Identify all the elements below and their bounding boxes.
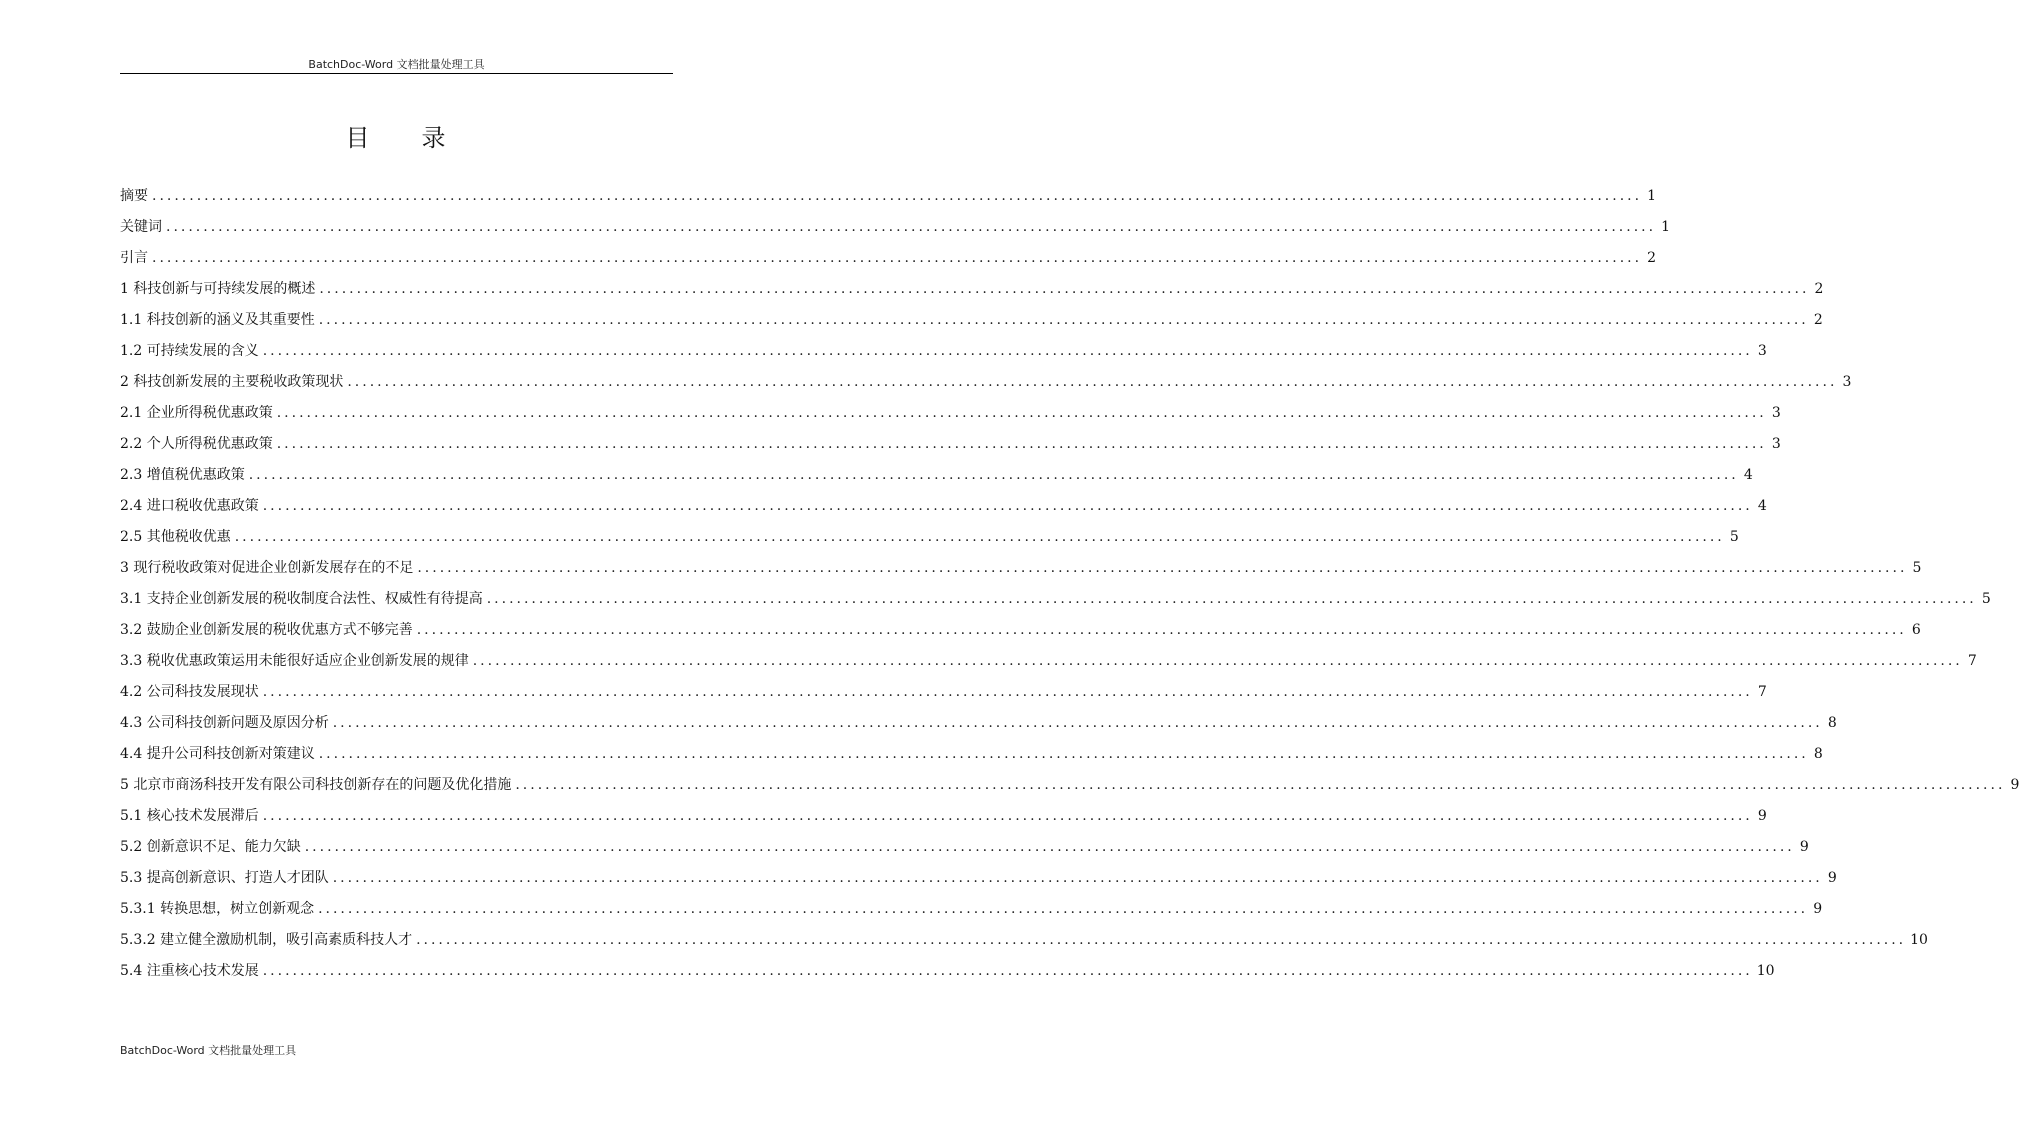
toc-entry-label: 5.3 提高创新意识、打造人才团队 xyxy=(120,870,329,886)
page-footer: BatchDoc-Word 文档批量处理工具 xyxy=(120,1044,297,1057)
toc-leader-dots: ........................................................................................................................................................................................................ xyxy=(472,653,1963,669)
toc-entry-label: 1.1 科技创新的涵义及其重要性 xyxy=(120,312,315,328)
toc-entry[interactable] xyxy=(120,894,1823,925)
toc-entry-label: 1.2 可持续发展的含义 xyxy=(120,343,259,359)
toc-entry-label: 2 科技创新发展的主要税收政策现状 xyxy=(120,374,344,390)
toc-entry-page-number: 1 xyxy=(1661,219,1671,235)
toc-entry-page-number: 10 xyxy=(1910,932,1928,948)
toc-entry-page-number: 9 xyxy=(1799,839,1809,855)
toc-entry[interactable] xyxy=(120,770,2019,801)
toc-leader-dots: ........................................................................................................................................................................................................ xyxy=(417,560,1908,576)
toc-entry-page-number: 9 xyxy=(1827,870,1837,886)
toc-entry[interactable] xyxy=(120,646,1977,677)
toc-leader-dots: ........................................................................................................................................................................................................ xyxy=(276,436,1767,452)
toc-entry[interactable] xyxy=(120,677,1767,708)
toc-entry-label: 2.2 个人所得税优惠政策 xyxy=(120,436,273,452)
toc-entry[interactable] xyxy=(120,398,1781,429)
toc-entry[interactable] xyxy=(120,832,1809,863)
toc-entry[interactable] xyxy=(120,212,1671,243)
toc-entry[interactable] xyxy=(120,863,1837,894)
toc-entry[interactable] xyxy=(120,956,1775,987)
toc-entry-label: 2.4 进口税收优惠政策 xyxy=(120,498,259,514)
toc-leader-dots: ........................................................................................................................................................................................................ xyxy=(262,808,1753,824)
toc-entry[interactable] xyxy=(120,367,1852,398)
toc-entry-label: 2.3 增值税优惠政策 xyxy=(120,467,245,483)
toc-entry-page-number: 7 xyxy=(1967,653,1977,669)
toc-entry-page-number: 5 xyxy=(1912,560,1922,576)
toc-entry[interactable] xyxy=(120,491,1767,522)
toc-title-right: 录 xyxy=(421,124,448,152)
toc-entry-page-number: 9 xyxy=(1813,901,1823,917)
toc-entry-label: 3.1 支持企业创新发展的税收制度合法性、权威性有待提高 xyxy=(120,591,483,607)
toc-entry-label: 摘要 xyxy=(120,188,148,204)
toc-entry[interactable] xyxy=(120,181,1657,212)
toc-entry-label: 5.2 创新意识不足、能力欠缺 xyxy=(120,839,301,855)
toc-leader-dots: ........................................................................................................................................................................................................ xyxy=(262,498,1753,514)
toc-entry-label: 3.3 税收优惠政策运用未能很好适应企业创新发展的规律 xyxy=(120,653,469,669)
header-rule xyxy=(120,73,673,74)
toc-entry-label: 5.4 注重核心技术发展 xyxy=(120,963,259,979)
toc-leader-dots: ........................................................................................................................................................................................................ xyxy=(152,188,1643,204)
toc-entry-label: 1 科技创新与可持续发展的概述 xyxy=(120,281,316,297)
toc-leader-dots: ........................................................................................................................................................................................................ xyxy=(318,901,1809,917)
toc-entry-label: 4.2 公司科技发展现状 xyxy=(120,684,259,700)
toc-leader-dots: ........................................................................................................................................................................................................ xyxy=(276,405,1767,421)
toc-leader-dots: ........................................................................................................................................................................................................ xyxy=(318,312,1809,328)
toc-title xyxy=(120,118,673,153)
toc-leader-dots: ........................................................................................................................................................................................................ xyxy=(152,250,1643,266)
toc-entry-page-number: 2 xyxy=(1814,281,1824,297)
toc-leader-dots: ........................................................................................................................................................................................................ xyxy=(319,281,1810,297)
toc-leader-dots: ........................................................................................................................................................................................................ xyxy=(304,839,1795,855)
toc-entry[interactable] xyxy=(120,615,1921,646)
toc-entry-page-number: 7 xyxy=(1757,684,1767,700)
toc-leader-dots: ........................................................................................................................................................................................................ xyxy=(234,529,1725,545)
toc-entry[interactable] xyxy=(120,336,1767,367)
page-header: BatchDoc-Word 文档批量处理工具 xyxy=(308,58,485,71)
toc-entry[interactable] xyxy=(120,925,1928,956)
toc-leader-dots: ........................................................................................................................................................................................................ xyxy=(248,467,1739,483)
toc-entry-page-number: 3 xyxy=(1771,436,1781,452)
toc-leader-dots: ........................................................................................................................................................................................................ xyxy=(332,870,1823,886)
toc-leader-dots: ........................................................................................................................................................................................................ xyxy=(262,963,1753,979)
toc-entry[interactable] xyxy=(120,553,1922,584)
toc-entry-page-number: 6 xyxy=(1911,622,1921,638)
toc-entry-label: 引言 xyxy=(120,250,148,266)
toc-entry-page-number: 4 xyxy=(1757,498,1767,514)
toc-leader-dots: ........................................................................................................................................................................................................ xyxy=(262,684,1753,700)
toc-entry-page-number: 1 xyxy=(1647,188,1657,204)
toc-entry-page-number: 5 xyxy=(1981,591,1991,607)
toc-leader-dots: ........................................................................................................................................................................................................ xyxy=(332,715,1823,731)
toc-entry[interactable] xyxy=(120,801,1767,832)
toc-entry-label: 4.3 公司科技创新问题及原因分析 xyxy=(120,715,329,731)
toc-leader-dots: ........................................................................................................................................................................................................ xyxy=(486,591,1977,607)
toc-entry[interactable] xyxy=(120,274,1824,305)
toc-entry[interactable] xyxy=(120,305,1823,336)
toc-entry-label: 5.3.2 建立健全激励机制，吸引高素质科技人才 xyxy=(120,932,413,948)
toc-entry-page-number: 3 xyxy=(1842,374,1852,390)
toc-entry-page-number: 3 xyxy=(1757,343,1767,359)
toc-entry[interactable] xyxy=(120,429,1781,460)
toc-entry-page-number: 4 xyxy=(1743,467,1753,483)
toc-leader-dots: ........................................................................................................................................................................................................ xyxy=(416,622,1907,638)
toc-leader-dots: ........................................................................................................................................................................................................ xyxy=(515,777,2006,793)
toc-title-left: 目 xyxy=(345,124,372,152)
toc-entry-label: 5 北京市商汤科技开发有限公司科技创新存在的问题及优化措施 xyxy=(120,777,512,793)
toc-entry[interactable] xyxy=(120,584,1991,615)
toc-entry[interactable] xyxy=(120,739,1823,770)
toc-entry-label: 关键词 xyxy=(120,219,162,235)
toc-entry-label: 2.5 其他税收优惠 xyxy=(120,529,231,545)
toc-leader-dots: ........................................................................................................................................................................................................ xyxy=(416,932,1907,948)
toc-entry-label: 5.3.1 转换思想，树立创新观念 xyxy=(120,901,315,917)
toc-entry-page-number: 8 xyxy=(1813,746,1823,762)
toc-leader-dots: ........................................................................................................................................................................................................ xyxy=(166,219,1657,235)
toc-entry-label: 5.1 核心技术发展滞后 xyxy=(120,808,259,824)
toc-entry-page-number: 3 xyxy=(1771,405,1781,421)
toc-entry[interactable] xyxy=(120,522,1739,553)
toc-entry-label: 2.1 企业所得税优惠政策 xyxy=(120,405,273,421)
toc-leader-dots: ........................................................................................................................................................................................................ xyxy=(318,746,1809,762)
toc-entry[interactable] xyxy=(120,243,1657,274)
toc-entry-page-number: 9 xyxy=(2010,777,2019,793)
toc-entry-label: 3 现行税收政策对促进企业创新发展存在的不足 xyxy=(120,560,414,576)
toc-entry-page-number: 5 xyxy=(1729,529,1739,545)
toc-entry-page-number: 8 xyxy=(1827,715,1837,731)
toc-entry-page-number: 9 xyxy=(1757,808,1767,824)
toc-entry[interactable] xyxy=(120,460,1753,491)
toc-entry[interactable] xyxy=(120,708,1837,739)
toc-entry-page-number: 10 xyxy=(1756,963,1775,979)
toc-leader-dots: ........................................................................................................................................................................................................ xyxy=(347,374,1838,390)
toc-leader-dots: ........................................................................................................................................................................................................ xyxy=(262,343,1753,359)
toc-entry-label: 4.4 提升公司科技创新对策建议 xyxy=(120,746,315,762)
toc-entry-page-number: 2 xyxy=(1647,250,1657,266)
toc-entry-page-number: 2 xyxy=(1813,312,1823,328)
toc-entry-label: 3.2 鼓励企业创新发展的税收优惠方式不够完善 xyxy=(120,622,413,638)
table-of-contents xyxy=(120,181,2019,987)
